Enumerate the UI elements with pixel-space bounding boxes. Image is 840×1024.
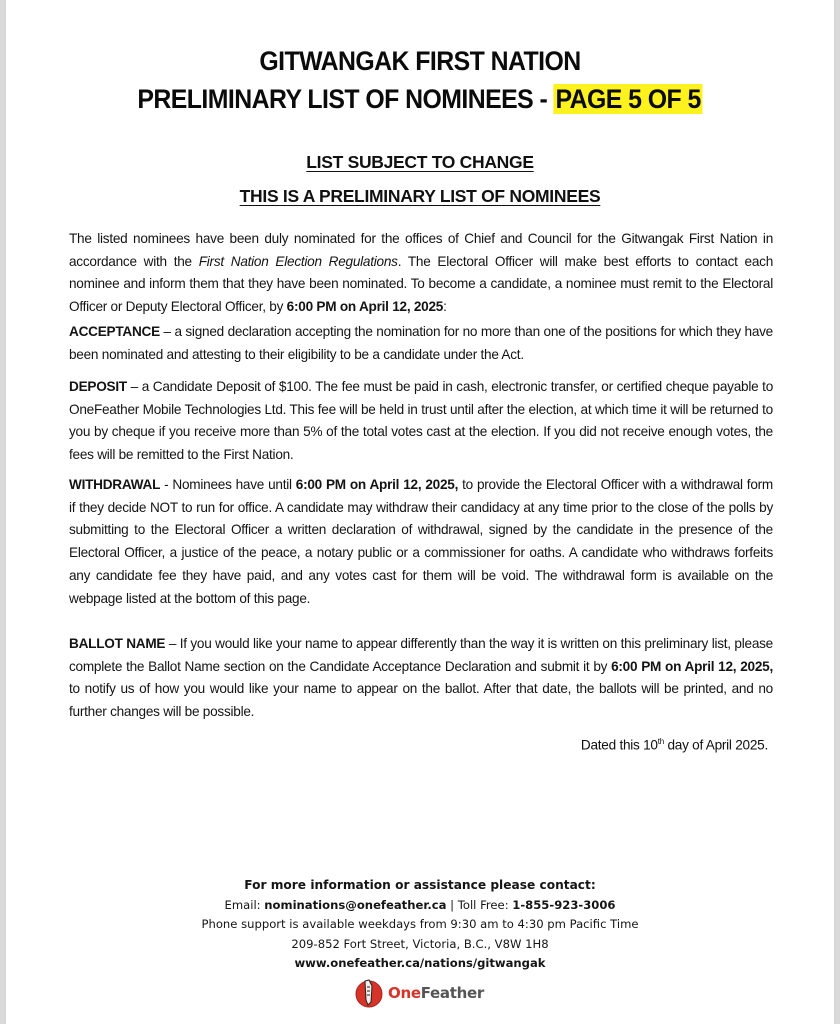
ballot-name-label: BALLOT NAME [69,636,166,651]
ballot-name-text-1: – If you would like your name to appear differently than the way it is written on this preliminary list, please complete the Ballot Name section on the Candidate Acceptance Declaration and submit it by [69,636,773,674]
intro-text: The listed nominees have been duly nominated for the offices of Chief and Council for the Gitwangak First Nation in accordance with the [69,231,773,269]
contact-email-link[interactable]: nominations@onefeather.ca [264,897,447,912]
website-link[interactable]: www.onefeather.ca/nations/gitwangak [294,956,546,970]
ballot-name-text-2: to notify us of how you would like your name to appear on the ballot. After that date, the ballots will be printed, and no further changes will be possible. [69,681,773,720]
intro-paragraph [69,228,773,319]
intro-text-2: . The Electoral Officer will make best efforts to contact each nominee and inform them that they have been nominated. To become a candidate, a nominee must remit to the Electoral Officer or Deputy Electoral Officer, by [69,253,774,315]
logo-text-feather: Feather [420,984,484,1002]
title-line-2: PRELIMINARY LIST OF NOMINEES - [137,84,554,114]
withdrawal-text-2: to provide the Electoral Officer with a withdrawal form if they decide NOT to run for office. A candidate may withdraw their candidacy at any time prior to the close of the polls by submitting to the Electoral Officer a written declaration of withdrawal, signed by the candidate in the presence of the Electoral Officer, a justice of the peace, a notary public or a commissioner for oaths. A candidate who withdraws forfeits any candidate fee they have paid, and any votes cast for them will be void. The withdrawal form is available on the webpage listed at the bottom of this page. [69,477,773,606]
onefeather-logo [354,976,484,1010]
support-hours: Phone support is available weekdays from 9:30 am to 4:30 pm Pacific Time [201,917,639,931]
deposit-paragraph [69,376,773,467]
logo-wordmark [388,984,484,1002]
withdrawal-paragraph [69,474,773,610]
acceptance-text: – a signed declaration accepting the nomination for no more than one of the positions for which they have been nominated and attesting to their eligibility to be a candidate under the Act. [69,324,773,362]
logo-text-one: One [388,984,421,1002]
subheading-text-2: THIS IS A PRELIMINARY LIST OF NOMINEES [239,186,601,206]
intro-text-3: : [443,299,447,315]
dated-prefix: Dated this 10 [580,737,658,753]
contact-email-phone-line [6,896,834,916]
intro-deadline: 6:00 PM on April 12, 2025 [286,299,444,315]
ballot-name-deadline: 6:00 PM on April 12, 2025, [611,658,773,674]
onefeather-logo-icon [354,978,384,1008]
title-line-1: GITWANGAK FIRST NATION [259,46,581,76]
regulations-italic: First Nation Election Regulations [198,253,398,269]
acceptance-paragraph [69,321,773,366]
withdrawal-text-1: - Nominees have until [160,477,296,492]
subheading-subject-to-change [6,152,834,173]
deposit-text: – a Candidate Deposit of $100. The fee must be paid in cash, electronic transfer, or certified cheque payable to OneFeather Mobile Technologies Ltd. This fee will be held in trust until after the election, at which time it will be returned to you by cheque if you receive more than 5% of the total votes cast at the election. If you did not receive enough votes, the fees will be remitted to the First Nation. [69,379,773,463]
contact-heading: For more information or assistance please contact: [244,878,596,892]
dated-rest: day of April 2025. [663,737,768,753]
deposit-label: DEPOSIT [69,379,127,394]
ballot-name-paragraph [69,633,773,724]
page-number-highlight: PAGE 5 OF 5 [555,84,701,114]
dated-line [581,737,768,753]
contact-address: 209-852 Fort Street, Victoria, B.C., V8W 1H8 [291,936,549,951]
withdrawal-label: WITHDRAWAL [69,477,161,492]
dated-ordinal: th [657,737,664,746]
email-label: Email: [224,897,265,912]
acceptance-label: ACCEPTANCE [69,324,160,339]
document-page [6,0,834,1024]
page-title-nation [39,46,801,77]
page-title-list [39,84,801,115]
toll-free-label: | Toll Free: [446,897,513,912]
subheading-text-1: LIST SUBJECT TO CHANGE [306,152,534,172]
contact-block [6,876,834,974]
contact-phone[interactable]: 1-855-923-3006 [512,897,616,912]
subheading-preliminary [6,186,834,207]
withdrawal-deadline: 6:00 PM on April 12, 2025, [295,477,459,492]
